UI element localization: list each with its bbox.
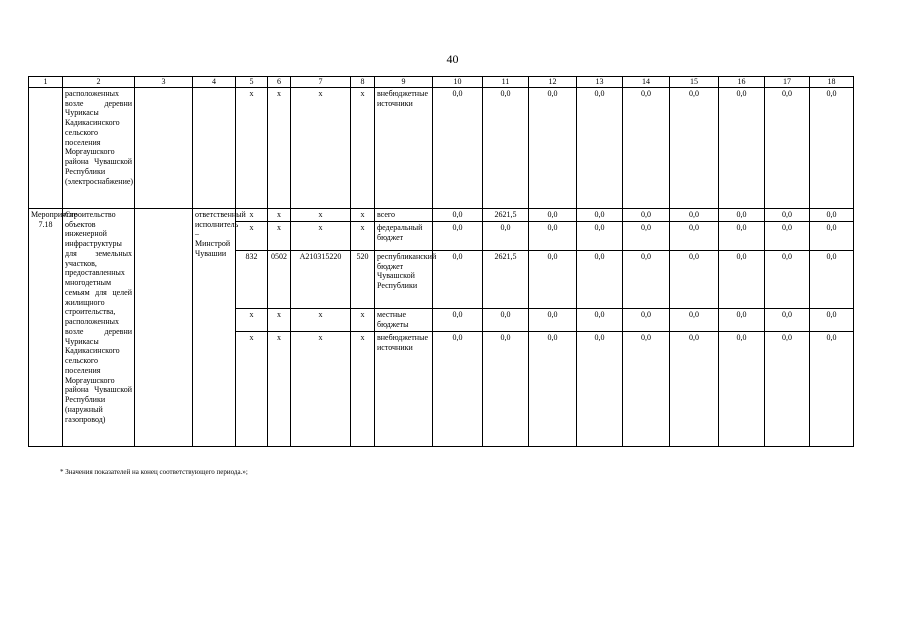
source-cell: республиканский бюджет Чувашской Республики: [375, 250, 433, 308]
value-cell: 0,0: [529, 221, 577, 250]
source-cell: внебюджетные источники: [375, 87, 433, 208]
value-cell: 2621,5: [483, 208, 529, 221]
value-cell: 0,0: [670, 87, 719, 208]
value-cell: x: [268, 208, 291, 221]
value-cell: 0,0: [719, 221, 765, 250]
header-cell: 9: [375, 77, 433, 88]
value-cell: 0,0: [623, 221, 670, 250]
source-cell: местные бюджеты: [375, 308, 433, 331]
value-cell: x: [236, 221, 268, 250]
header-cell: 16: [719, 77, 765, 88]
value-cell: x: [268, 87, 291, 208]
value-cell: 0,0: [765, 87, 810, 208]
value-cell: x: [291, 87, 351, 208]
header-cell: 17: [765, 77, 810, 88]
value-cell: x: [351, 221, 375, 250]
value-cell: 0,0: [483, 308, 529, 331]
value-cell: 0,0: [433, 87, 483, 208]
event-label: Мероприятие 7.18: [29, 208, 63, 446]
value-cell: x: [268, 308, 291, 331]
value-cell: 0,0: [433, 208, 483, 221]
value-cell: x: [291, 221, 351, 250]
value-cell: 0,0: [577, 250, 623, 308]
value-cell: 0,0: [623, 208, 670, 221]
header-cell: 5: [236, 77, 268, 88]
header-cell: 4: [193, 77, 236, 88]
value-cell: 0,0: [719, 308, 765, 331]
responsible-cell: ответственный исполнитель – Минстрой Чувашии: [193, 208, 236, 446]
value-cell: 0,0: [433, 250, 483, 308]
value-cell: 0,0: [433, 331, 483, 446]
value-cell: x: [236, 208, 268, 221]
table-row: [29, 208, 854, 221]
value-cell: 0,0: [810, 208, 854, 221]
value-cell: 0,0: [577, 221, 623, 250]
value-cell: 0,0: [810, 331, 854, 446]
header-cell: 15: [670, 77, 719, 88]
value-cell: x: [236, 308, 268, 331]
value-cell: 0,0: [810, 308, 854, 331]
value-cell: x: [236, 87, 268, 208]
value-cell: 0,0: [765, 331, 810, 446]
value-cell: 0,0: [529, 250, 577, 308]
value-cell: 0,0: [719, 208, 765, 221]
description-cell: расположенных возле деревни Чурикасы Кадикасинского сельского поселения Моргаушского района Чувашской Республики (электроснабжение): [63, 87, 135, 208]
value-cell: 0,0: [529, 208, 577, 221]
header-cell: 12: [529, 77, 577, 88]
value-cell: 0,0: [433, 308, 483, 331]
header-cell: 14: [623, 77, 670, 88]
value-cell: x: [268, 221, 291, 250]
header-cell: 1: [29, 77, 63, 88]
value-cell: 0,0: [670, 250, 719, 308]
value-cell: 0,0: [765, 250, 810, 308]
budget-table: [28, 76, 854, 447]
value-cell: 0,0: [577, 87, 623, 208]
value-cell: A210315220: [291, 250, 351, 308]
value-cell: 0,0: [623, 250, 670, 308]
header-cell: 6: [268, 77, 291, 88]
header-cell: 7: [291, 77, 351, 88]
value-cell: 0,0: [670, 221, 719, 250]
value-cell: 0,0: [577, 308, 623, 331]
value-cell: 0,0: [577, 208, 623, 221]
value-cell: 0,0: [810, 87, 854, 208]
header-cell: 11: [483, 77, 529, 88]
event-cell: [29, 87, 63, 208]
value-cell: 0,0: [529, 87, 577, 208]
value-cell: 0,0: [433, 221, 483, 250]
table-row: [29, 87, 854, 208]
value-cell: 0,0: [670, 308, 719, 331]
value-cell: 0,0: [810, 250, 854, 308]
header-cell: 13: [577, 77, 623, 88]
header-cell: 8: [351, 77, 375, 88]
value-cell: x: [351, 331, 375, 446]
value-cell: 2621,5: [483, 250, 529, 308]
value-cell: 0,0: [483, 331, 529, 446]
value-cell: x: [351, 87, 375, 208]
value-cell: x: [291, 308, 351, 331]
source-cell: федеральный бюджет: [375, 221, 433, 250]
description-cell: Строительство объектов инженерной инфраструктуры для земельных участков, предоставленных многодетным семьям для целей жилищного строительства, расположенных возле деревни Чурикасы Кадикасинского сельского поселения Моргаушского района Чувашской Республики (наружный газопровод): [63, 208, 135, 446]
page-number: 40: [446, 52, 459, 66]
value-cell: x: [351, 308, 375, 331]
source-cell: всего: [375, 208, 433, 221]
value-cell: x: [291, 331, 351, 446]
footnote: * Значения показателей на конец соответствующего периода.»;: [60, 468, 248, 476]
value-cell: 0,0: [719, 87, 765, 208]
header-cell: 2: [63, 77, 135, 88]
value-cell: x: [236, 331, 268, 446]
value-cell: 832: [236, 250, 268, 308]
value-cell: 0,0: [719, 331, 765, 446]
value-cell: 0,0: [623, 87, 670, 208]
value-cell: 0,0: [719, 250, 765, 308]
responsible-cell: [193, 87, 236, 208]
value-cell: 0,0: [529, 331, 577, 446]
header-cell: 10: [433, 77, 483, 88]
value-cell: 0,0: [670, 208, 719, 221]
value-cell: 0,0: [810, 221, 854, 250]
header-cell: 3: [135, 77, 193, 88]
value-cell: 0,0: [623, 308, 670, 331]
value-cell: 0,0: [623, 331, 670, 446]
value-cell: 0,0: [765, 208, 810, 221]
value-cell: 0,0: [577, 331, 623, 446]
source-cell: внебюджетные источники: [375, 331, 433, 446]
value-cell: 0,0: [765, 308, 810, 331]
value-cell: x: [268, 331, 291, 446]
value-cell: x: [351, 208, 375, 221]
value-cell: 0,0: [483, 87, 529, 208]
empty-cell: [135, 208, 193, 446]
value-cell: x: [291, 208, 351, 221]
value-cell: 0,0: [529, 308, 577, 331]
value-cell: 0,0: [483, 221, 529, 250]
value-cell: 0,0: [765, 221, 810, 250]
table-row: [29, 77, 854, 88]
value-cell: 520: [351, 250, 375, 308]
empty-cell: [135, 87, 193, 208]
value-cell: 0,0: [670, 331, 719, 446]
header-cell: 18: [810, 77, 854, 88]
value-cell: 0502: [268, 250, 291, 308]
